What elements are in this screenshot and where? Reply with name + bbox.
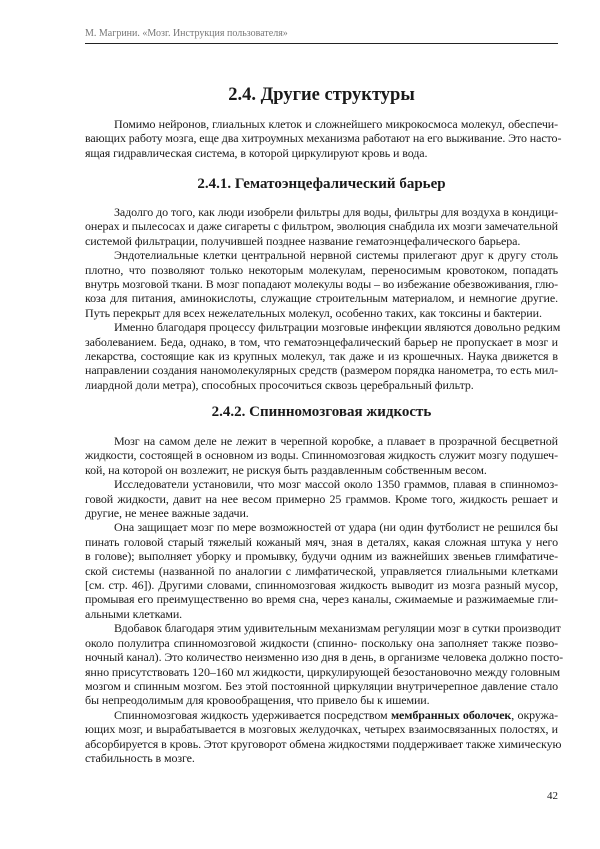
text-line: заболеванием. Беда, однако, в том, что гематоэнцефалический барьер не пропускает в мозг и [85, 334, 558, 349]
text-line: вающих работу мозга, еще два хитроумных механизма работают на его выживание. Это насто- [85, 131, 562, 146]
text-segment: Спинномозговая жидкость удерживается посредством [114, 707, 391, 722]
text-line: онерах и пылесосах и даже сигареты с фильтром, эволюция снабдила их мозги замечательной [85, 219, 558, 234]
paragraph [85, 248, 558, 320]
text-line: в голове); выполняет уборку и промывку, будучи одним из важнейших звеньев глимфатиче- [85, 549, 558, 564]
text-line: Она защищает мозг по мере возможностей от удара (ни один футболист не решился бы [114, 520, 558, 535]
text-line: промывая его преимущественно во время сна, через каналы, сжимаемые и разжимаемые гли- [85, 592, 558, 607]
intro-text [85, 117, 562, 160]
text-line: около полулитра спинномозговой жидкости (спинно- поскольку она заполняет также позво- [85, 635, 558, 650]
paragraph [85, 320, 561, 392]
paragraph [85, 707, 562, 766]
text-line: плотно, что позволяют только некоторым молекулам, переносимым кровотоком, попадать [85, 262, 558, 277]
text-line: [см. стр. 46]). Другими словами, спинномозговая жидкость выводит из мозга разный мусор, [85, 578, 558, 593]
text-line: Вдобавок благодаря этим удивительным механизмам регуляции мозг в сутки производит [114, 621, 561, 636]
paragraph [85, 477, 558, 520]
paragraph [85, 520, 558, 621]
text-line: говой жидкости, давит на нее весом примерно 25 граммов. Кроме того, жидкость решает и [85, 491, 558, 506]
text-line: стабильность в мозге. [85, 750, 195, 765]
text-line: Помимо нейронов, глиальных клеток и сложнейшего микрокосмоса молекул, обеспечи- [114, 117, 558, 131]
text-line: Именно благодаря процессу фильтрации мозговые инфекции являются довольно редким [114, 320, 561, 335]
paragraph [85, 117, 562, 160]
text-line: ночный канал). Это количество неизменно изо дня в день, в организме человека должно посто- [85, 650, 564, 665]
text-line: системой фильтрации, получившей позднее название гематоэнцефалического барьера. [85, 233, 521, 248]
subsection-text-bbb [85, 205, 561, 392]
text-line: пинать головой старый тяжелый кожаный мяч, зная в деталях, какая сложная штука у него [85, 534, 558, 549]
text-line: Задолго до того, как люди изобрели фильтры для воды, фильтры для воздуха в кондици- [114, 205, 558, 219]
text-line [85, 708, 558, 722]
text-segment: , окружа- [511, 707, 558, 722]
section-title: 2.4. Другие структуры [228, 85, 415, 105]
text-line: мозгом и спинным мозгом. Без этой постоянной циркуляции внутричерепное давление стало [85, 678, 558, 693]
text-line: кой, на которой он возлежит, не рискуя быть раздавленным собственным весом. [85, 462, 487, 477]
subsection-heading-csf: 2.4.2. Спинномозговая жидкость [211, 404, 432, 420]
text-line: абсорбируется в кровь. Этот круговорот обмена жидкостями поддерживает также химическую [85, 736, 562, 751]
text-line: другие, не менее важные задачи. [85, 506, 249, 521]
text-line: бы непреодолимым для кровообращения, что привело бы к ишемии. [85, 693, 430, 708]
header-rule [85, 43, 558, 44]
text-line: ющих мозг, и вырабатывается в мозговых желудочках, четырех взаимосвязанных полостях, и [85, 722, 558, 737]
running-header: М. Магрини. «Мозг. Инструкция пользователя» [85, 28, 288, 39]
text-line: коза для питания, аминокислоты, служащие строительным материалом, и немногие другие. [85, 291, 558, 306]
paragraph [85, 434, 558, 477]
text-line: янно присутствовать 120–160 мл жидкости, циркулирующей безостановочно между головным [85, 664, 560, 679]
bold-term: мембранных оболочек [390, 707, 512, 722]
text-line: лекарства, состоящие как из крупных молекул, так даже и из крошечных. Наука движется в [85, 349, 558, 364]
text-line: Эндотелиальные клетки центральной нервной системы прилегают друг к другу столь [114, 248, 558, 263]
text-line: направлении создания наномолекулярных средств (размером порядка нанометра, то есть мил- [85, 363, 558, 378]
text-line: внутрь мозговой ткани. В мозг попадают молекулы воды – во избежание обезвоживания, глю- [85, 277, 558, 292]
text-line: ской системы (названной по аналогии с лимфатической, управляется глиальными клетками [85, 563, 558, 578]
text-line: альными клетками. [85, 606, 183, 621]
subsection-heading-bbb: 2.4.1. Гематоэнцефалический барьер [197, 176, 446, 192]
text-line: жидкости, состоящей в основном из воды. Спинномозговая жидкость служит мозгу подушеч- [85, 448, 558, 463]
text-line: Исследователи установили, что мозг массой около 1350 граммов, плавая в спинномоз- [114, 477, 558, 492]
paragraph [85, 621, 564, 708]
page-number: 42 [547, 790, 558, 802]
text-line: лиардной доли метра), способных просочиться сквозь церебральный фильтр. [85, 377, 474, 392]
subsection-text-csf [85, 434, 564, 765]
paragraph [85, 205, 558, 248]
text-line: ящая гидравлическая система, в которой циркулируют кровь и вода. [85, 145, 428, 160]
text-line: Мозг на самом деле не лежит в черепной коробке, а плавает в прозрачной бесцветной [114, 434, 558, 448]
text-line: Путь перекрыт для всех нежелательных молекул, особенно таких, как токсины и бактерии. [85, 305, 542, 320]
